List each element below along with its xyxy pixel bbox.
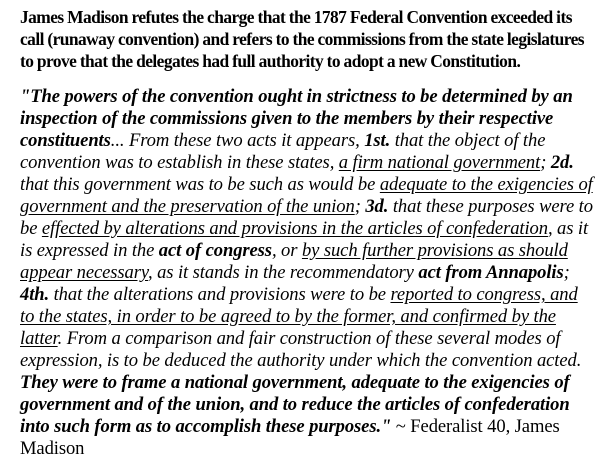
- document-heading: James Madison refutes the charge that the 1787 Federal Convention exceeded its call (runaway convention) and refers to the commissions from the state legislatures to prove that the delegates had full authority to adopt a new Constitution.: [20, 7, 585, 71]
- quote-segment: . From a comparison and fair construction of these several modes of expression, is to be deduced the authority under which the convention acted.: [20, 328, 582, 371]
- quote-segment: act of congress: [158, 240, 272, 261]
- quote-segment: 1st.: [364, 130, 391, 151]
- quote-underlined-segment: a firm national government: [338, 152, 541, 173]
- quote-segment: ;: [540, 152, 551, 173]
- quote-segment: that the alterations and provisions were to be: [49, 284, 391, 305]
- quote-underlined-segment: by such further provisions as should appear necessary: [20, 240, 568, 283]
- quote-underlined-segment: reported to congress, and to the states, in order to be agreed to by the former, and confirmed by the latter: [20, 284, 578, 349]
- quote-segment: act from Annapolis: [418, 262, 564, 283]
- quote-segment: that these purposes were to be: [20, 196, 593, 239]
- quote-underlined-segment: adequate to the exigencies of government and the preservation of the union: [20, 174, 593, 217]
- quote-segment: They were to frame a national government, adequate to the exigencies of government and of the union, and to reduce the articles of confederation into such form as to accomplish these purposes.": [20, 372, 570, 437]
- quote-segment: 4th.: [20, 284, 50, 305]
- quote-segment: that the object of the convention was to establish in these states,: [20, 130, 546, 173]
- quote-segment: , as it stands in the recommendatory: [148, 262, 419, 283]
- quote-segment: 2d.: [550, 152, 574, 173]
- quote-segment: ;: [354, 196, 366, 217]
- quote-segment: , or: [271, 240, 302, 261]
- madison-quote: [20, 86, 594, 460]
- quote-segment: 3d.: [365, 196, 389, 217]
- quote-attribution: ~ Federalist 40, James Madison: [20, 416, 560, 459]
- quote-segment: , as it is expressed in the: [20, 218, 589, 261]
- quote-segment: ;: [563, 262, 570, 283]
- quote-segment: that this government was to be such as would be: [20, 174, 380, 195]
- quote-underlined-segment: effected by alterations and provisions in the articles of confederation: [41, 218, 548, 239]
- quote-segment: ... From these two acts it appears,: [110, 130, 365, 151]
- quote-segment: "The powers of the convention ought in strictness to be determined by an inspection of the commissions given to the members by their respective constituents: [20, 86, 573, 151]
